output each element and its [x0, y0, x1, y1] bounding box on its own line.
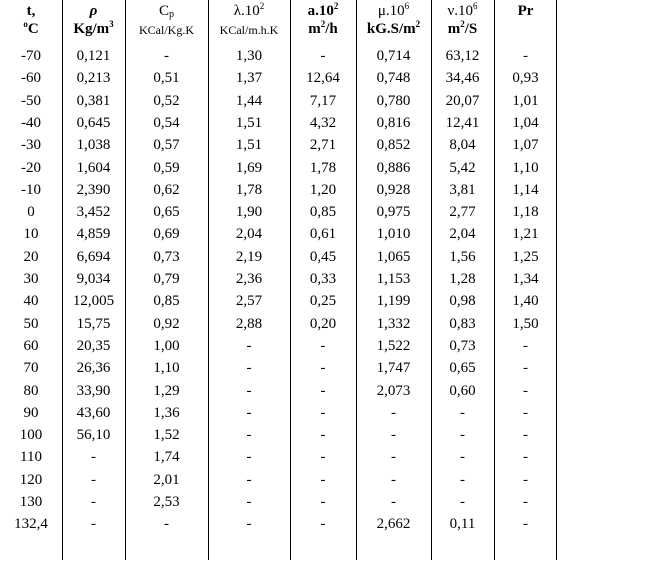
header-viscosity-symbol	[356, 2, 431, 20]
cell-specific-heat: 0,59	[153, 159, 180, 176]
cell-viscosity: 0,975	[376, 204, 411, 221]
cell-diffusivity: -	[320, 360, 326, 377]
cell-kinematic-viscosity: 0,83	[449, 315, 476, 332]
cell-temperature: 90	[23, 404, 39, 421]
cell-kinematic-viscosity: -	[460, 449, 465, 466]
cell-specific-heat: 2,53	[153, 494, 180, 510]
cell-viscosity: 1,747	[376, 360, 411, 377]
cell-temperature: 10	[23, 226, 39, 243]
header-temperature	[0, 2, 62, 38]
cell-diffusivity: -	[320, 404, 326, 421]
cell-viscosity: -	[391, 404, 396, 421]
cp-sub: p	[169, 9, 174, 20]
cell-temperature: 40	[23, 293, 39, 310]
table-row	[0, 357, 557, 379]
cell-conductivity: 1,78	[235, 181, 263, 198]
cell-density: 0,213	[76, 70, 111, 87]
cell-specific-heat: 0,54	[153, 114, 180, 131]
header-temperature-unit	[0, 20, 62, 38]
cell-prandtl: 1,04	[512, 114, 539, 131]
cell-density: 56,10	[76, 427, 111, 444]
density-unit-sup: 3	[109, 19, 114, 29]
cell-conductivity: 1,44	[235, 92, 263, 109]
cell-conductivity: -	[246, 337, 252, 354]
cell-kinematic-viscosity: 2,04	[449, 226, 476, 243]
table-row	[0, 491, 557, 513]
header-prandtl-symbol: Pr	[517, 3, 534, 19]
cell-conductivity: -	[246, 471, 252, 488]
table-row	[0, 157, 557, 179]
cell-temperature: -50	[21, 92, 41, 109]
nu-sup: 6	[473, 1, 478, 11]
temperature-unit-text: C	[27, 21, 39, 37]
cell-prandtl: -	[523, 360, 528, 377]
cell-viscosity: 0,852	[376, 137, 411, 154]
cell-specific-heat: 1,52	[153, 427, 180, 444]
cell-prandtl: -	[523, 494, 528, 510]
table-row	[0, 313, 557, 335]
table-row	[0, 45, 557, 67]
density-unit-text: Kg/m	[73, 21, 110, 37]
cell-specific-heat: 0,92	[153, 315, 180, 332]
cell-density: -	[91, 494, 96, 510]
cell-conductivity: -	[246, 360, 252, 377]
table-row	[0, 290, 557, 312]
cell-viscosity: 2,073	[376, 382, 411, 399]
cell-diffusivity: -	[320, 494, 326, 510]
cell-kinematic-viscosity: -	[460, 427, 465, 444]
cell-conductivity: -	[246, 494, 252, 510]
cell-density: 3,452	[76, 204, 111, 221]
cell-density: 1,604	[76, 159, 111, 176]
cell-prandtl: -	[523, 449, 528, 466]
cell-prandtl: -	[523, 427, 528, 444]
cell-conductivity: 1,30	[235, 48, 263, 64]
cell-temperature: 80	[23, 382, 39, 399]
cell-specific-heat: 0,65	[153, 204, 180, 221]
cell-conductivity: -	[246, 516, 252, 533]
cell-specific-heat: 2,01	[153, 471, 180, 488]
cell-specific-heat: 1,29	[153, 382, 180, 399]
cell-diffusivity: 7,17	[309, 92, 337, 109]
cell-prandtl: 1,10	[512, 159, 539, 176]
cell-conductivity: 1,37	[235, 70, 263, 87]
cell-conductivity: 2,88	[235, 315, 263, 332]
cell-temperature: 70	[23, 360, 39, 377]
cell-viscosity: -	[391, 427, 396, 444]
cell-temperature: -10	[21, 181, 41, 198]
header-viscosity	[356, 2, 431, 38]
cell-specific-heat: 0,79	[153, 271, 180, 287]
cell-specific-heat: 1,74	[153, 449, 180, 466]
cell-specific-heat: 0,57	[153, 137, 180, 154]
cell-specific-heat: -	[164, 48, 169, 64]
cell-viscosity: -	[391, 449, 396, 466]
header-temperature-line1: t,	[26, 3, 36, 19]
cell-temperature: -70	[21, 48, 41, 64]
cell-temperature: 120	[19, 471, 43, 488]
cell-diffusivity: 1,78	[309, 159, 337, 176]
cell-kinematic-viscosity: 0,98	[449, 293, 476, 310]
cell-density: 26,36	[76, 360, 111, 377]
cp-symbol: C	[158, 3, 169, 19]
table-row	[0, 424, 557, 446]
cell-viscosity: 0,714	[376, 48, 411, 64]
header-density-symbol: ρ	[89, 3, 98, 19]
cell-prandtl: -	[523, 337, 528, 354]
cell-conductivity: -	[246, 382, 252, 399]
cell-prandtl: 1,40	[512, 293, 539, 310]
cell-diffusivity: 2,71	[309, 137, 337, 154]
cell-prandtl: 1,01	[512, 92, 539, 109]
cell-viscosity: 1,199	[376, 293, 411, 310]
cell-density: 33,90	[76, 382, 111, 399]
cell-specific-heat: 0,85	[153, 293, 180, 310]
mu-sup: 6	[404, 1, 410, 11]
header-density-unit	[62, 20, 125, 38]
mu-unit-sup: 2	[415, 19, 421, 29]
cell-conductivity: -	[246, 449, 252, 466]
cell-prandtl: 1,14	[512, 181, 539, 198]
cell-conductivity: 2,04	[235, 226, 263, 243]
header-density	[62, 2, 125, 38]
cell-viscosity: 1,522	[376, 337, 411, 354]
lambda-symbol: λ.10	[233, 3, 260, 19]
cell-density: 1,038	[76, 137, 111, 154]
cell-kinematic-viscosity: 1,28	[449, 271, 476, 287]
cell-temperature: -30	[21, 137, 41, 154]
cell-specific-heat: 1,36	[153, 404, 180, 421]
header-conductivity-symbol	[208, 2, 290, 20]
cell-prandtl: -	[523, 404, 528, 421]
cell-kinematic-viscosity: 63,12	[445, 48, 480, 64]
cell-viscosity: 0,816	[376, 114, 411, 131]
header-kinematic-viscosity	[431, 2, 494, 38]
cell-kinematic-viscosity: -	[460, 404, 465, 421]
cell-kinematic-viscosity: 0,11	[449, 516, 476, 533]
cell-kinematic-viscosity: -	[460, 494, 465, 510]
cell-prandtl: 1,18	[512, 204, 539, 221]
cell-density: 9,034	[76, 271, 111, 287]
table-row	[0, 90, 557, 112]
cell-kinematic-viscosity: 3,81	[449, 181, 476, 198]
cell-diffusivity: 0,25	[309, 293, 337, 310]
cell-diffusivity: -	[320, 427, 326, 444]
cell-specific-heat: 1,00	[153, 337, 180, 354]
lambda-sup: 2	[259, 1, 265, 11]
header-viscosity-unit	[356, 20, 431, 38]
nu-unit-sup: 2	[460, 19, 465, 29]
cell-temperature: 0	[27, 204, 35, 221]
cell-temperature: 100	[19, 427, 43, 444]
table-row	[0, 179, 557, 201]
header-specific-heat	[125, 2, 208, 39]
cell-density: 43,60	[76, 404, 111, 421]
cell-density: -	[91, 471, 96, 488]
cell-density: -	[91, 449, 96, 466]
cell-viscosity: 0,780	[376, 92, 411, 109]
nu-unit-tail: /S	[464, 21, 478, 37]
cell-kinematic-viscosity: 1,56	[449, 248, 476, 265]
table-row	[0, 223, 557, 245]
cell-diffusivity: 4,32	[309, 114, 337, 131]
cell-conductivity: -	[246, 427, 252, 444]
header-prandtl	[494, 2, 557, 20]
cell-diffusivity: 0,61	[309, 226, 337, 243]
cell-specific-heat: 0,69	[153, 226, 180, 243]
cell-prandtl: 0,93	[512, 70, 539, 87]
cell-specific-heat: 0,62	[153, 181, 180, 198]
cell-kinematic-viscosity: 8,04	[449, 137, 476, 154]
cell-conductivity: 1,51	[235, 137, 263, 154]
cell-kinematic-viscosity: -	[460, 471, 465, 488]
cell-viscosity: 1,010	[376, 226, 411, 243]
header-kinematic-viscosity-unit	[431, 20, 494, 38]
cell-diffusivity: 0,33	[309, 271, 337, 287]
header-diffusivity-unit	[290, 20, 356, 38]
cell-temperature: 60	[23, 337, 39, 354]
a-unit-text: m	[308, 21, 321, 37]
header-diffusivity	[290, 2, 356, 38]
cell-temperature: 30	[23, 271, 39, 287]
cell-density: 0,381	[76, 92, 111, 109]
header-conductivity	[208, 2, 290, 39]
table-row	[0, 67, 557, 89]
cell-kinematic-viscosity: 12,41	[445, 114, 480, 131]
table-row	[0, 268, 557, 290]
cell-diffusivity: 0,85	[309, 204, 337, 221]
a-sup: 2	[333, 1, 339, 11]
cell-diffusivity: -	[320, 471, 326, 488]
cell-temperature: 20	[23, 248, 39, 265]
cell-specific-heat: 1,10	[153, 360, 180, 377]
cell-kinematic-viscosity: 0,60	[449, 382, 476, 399]
mu-unit-text: kG.S/m	[366, 21, 416, 37]
cell-density: 0,121	[76, 48, 111, 64]
cell-kinematic-viscosity: 34,46	[445, 70, 480, 87]
nu-symbol: ν.10	[447, 3, 474, 19]
cell-temperature: 132,4	[14, 516, 48, 533]
cell-viscosity: 2,662	[376, 516, 411, 533]
cell-conductivity: 2,36	[235, 271, 263, 287]
cell-viscosity: 1,153	[376, 271, 411, 287]
cell-viscosity: 0,748	[376, 70, 411, 87]
cell-prandtl: -	[523, 471, 528, 488]
cell-kinematic-viscosity: 0,65	[449, 360, 476, 377]
cell-density: -	[91, 516, 96, 533]
table-row	[0, 380, 557, 402]
cell-prandtl: 1,21	[512, 226, 539, 243]
cell-specific-heat: 0,73	[153, 248, 180, 265]
a-symbol: a.10	[307, 3, 334, 19]
cell-diffusivity: -	[320, 449, 326, 466]
header-kinematic-viscosity-symbol	[431, 2, 494, 20]
cell-kinematic-viscosity: 20,07	[445, 92, 480, 109]
cell-prandtl: 1,34	[512, 271, 539, 287]
table-row	[0, 469, 557, 491]
a-unit-sup: 2	[320, 19, 326, 29]
table-row	[0, 134, 557, 156]
cell-prandtl: 1,50	[512, 315, 539, 332]
cell-prandtl: -	[523, 48, 528, 64]
cell-density: 20,35	[76, 337, 111, 354]
cell-diffusivity: 1,20	[309, 181, 337, 198]
cell-density: 15,75	[76, 315, 111, 332]
cell-diffusivity: 12,64	[306, 70, 340, 87]
cell-conductivity: 1,51	[235, 114, 263, 131]
cell-temperature: -60	[21, 70, 41, 87]
table-row	[0, 402, 557, 424]
cell-density: 4,859	[76, 226, 111, 243]
cell-temperature: 110	[20, 449, 42, 466]
table-row	[0, 246, 557, 268]
a-unit-tail: /h	[325, 21, 338, 37]
header-specific-heat-unit: KCal/Kg.K	[139, 23, 194, 37]
cell-viscosity: 0,886	[376, 159, 411, 176]
header-conductivity-unit: KCal/m.h.K	[219, 23, 279, 37]
cell-diffusivity: -	[320, 516, 326, 533]
cell-density: 6,694	[76, 248, 111, 265]
table-row	[0, 513, 557, 535]
table-row	[0, 446, 557, 468]
cell-diffusivity: 0,20	[309, 315, 337, 332]
cell-viscosity: -	[391, 471, 396, 488]
table-row	[0, 335, 557, 357]
degree-sup: o	[23, 19, 28, 29]
cell-diffusivity: 0,45	[309, 248, 337, 265]
table-row	[0, 201, 557, 223]
cell-prandtl: 1,25	[512, 248, 539, 265]
cell-prandtl: -	[523, 382, 528, 399]
cell-kinematic-viscosity: 5,42	[449, 159, 476, 176]
cell-viscosity: 1,065	[376, 248, 411, 265]
cell-temperature: 50	[23, 315, 39, 332]
cell-kinematic-viscosity: 0,73	[449, 337, 476, 354]
cell-diffusivity: -	[320, 382, 326, 399]
table-row	[0, 112, 557, 134]
header-specific-heat-symbol	[125, 2, 208, 20]
cell-prandtl: 1,07	[512, 137, 539, 154]
cell-temperature: -20	[21, 159, 41, 176]
cell-conductivity: -	[246, 404, 252, 421]
cell-diffusivity: -	[320, 48, 326, 64]
cell-temperature: 130	[19, 494, 43, 510]
cell-prandtl: -	[523, 516, 528, 533]
cell-viscosity: -	[391, 494, 396, 510]
cell-specific-heat: -	[164, 516, 169, 533]
cell-conductivity: 2,57	[235, 293, 263, 310]
cell-conductivity: 1,69	[235, 159, 263, 176]
cell-specific-heat: 0,51	[153, 70, 180, 87]
cell-conductivity: 2,19	[235, 248, 263, 265]
cell-temperature: -40	[21, 114, 41, 131]
cell-diffusivity: -	[320, 337, 326, 354]
nu-unit-text: m	[447, 21, 461, 37]
cell-density: 2,390	[76, 181, 111, 198]
cell-specific-heat: 0,52	[153, 92, 180, 109]
cell-kinematic-viscosity: 2,77	[449, 204, 476, 221]
cell-conductivity: 1,90	[235, 204, 263, 221]
cell-viscosity: 1,332	[376, 315, 411, 332]
mu-symbol: μ.10	[377, 3, 405, 19]
cell-density: 0,645	[76, 114, 111, 131]
header-diffusivity-symbol	[290, 2, 356, 20]
cell-density: 12,005	[72, 293, 115, 310]
cell-viscosity: 0,928	[376, 181, 411, 198]
